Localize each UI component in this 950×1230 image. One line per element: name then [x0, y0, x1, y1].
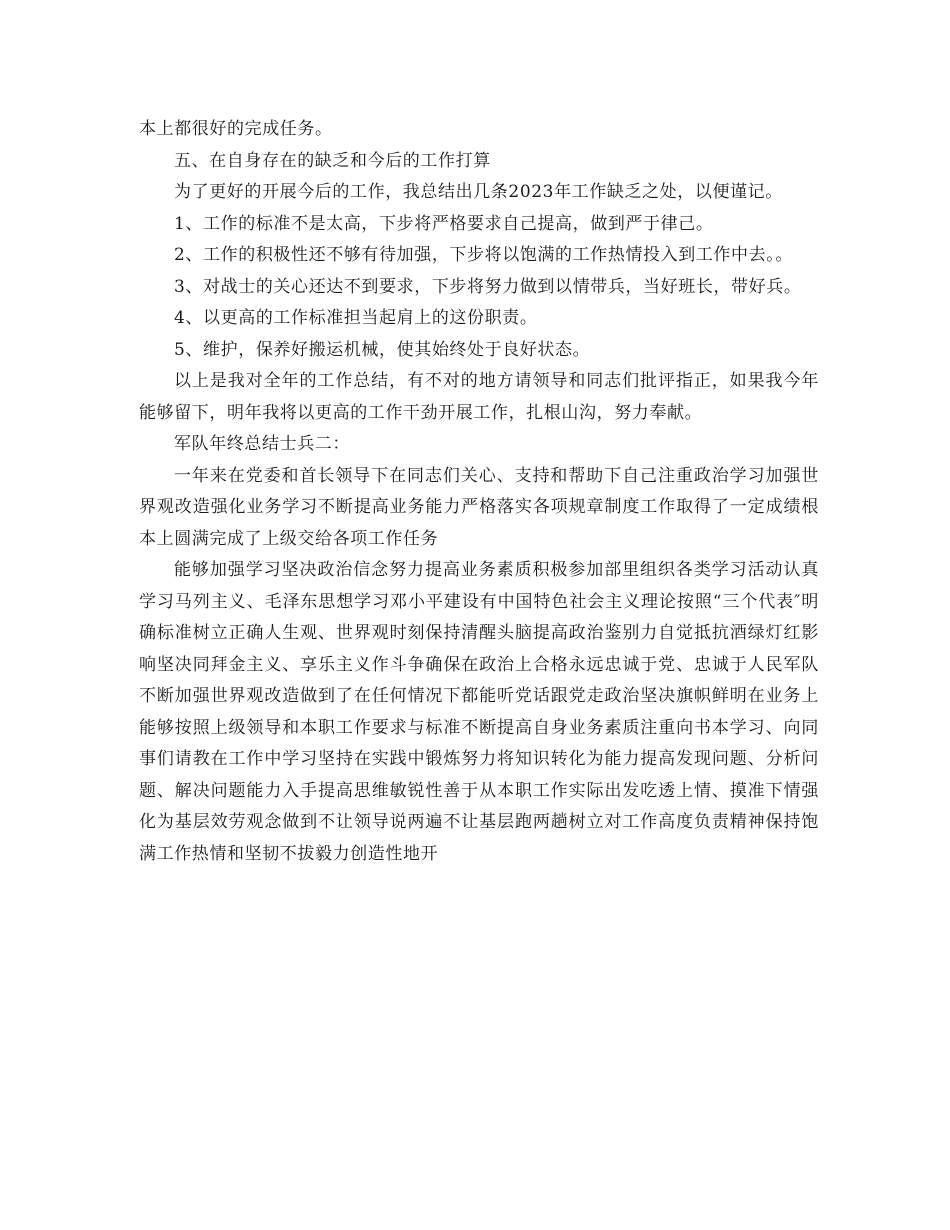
list-item: 1、工作的标准不是太高，下步将严格要求自己提高，做到严于律己。: [174, 213, 714, 234]
paragraph: 能够加强学习坚决政治信念努力提高业务素质积极参加部里组织各类学习活动认真学习马列主义、毛泽东思想学习邓小平建设有中国特色社会主义理论按照“三个代表″明确标准树立正确人生观、世界观时刻保持清醒头脑提高政治鉴别力自觉抵抗酒绿灯红影响坚决同拜金主义、享乐主义作斗争确保在政治上合格永远忠诚于党、忠诚于人民军队不断加强世界观改造做到了在任何情况下都能听党话跟党走政治坚决旗帜鲜明在业务上能够按照上级领导和本职工作要求与标准不断提高自身业务素质注重向书本学习、向同事们请教在工作中学习坚持在实践中锻炼努力将知识转化为能力提高发现问题、分析问题、解决问题能力入手提高思维敏锐性善于从本职工作实际出发吃透上情、摸准下情强化为基层效劳观念做到不让领导说两遍不让基层跑两趟树立对工作高度负责精神保持饱满工作热情和坚韧不拔毅力创造性地开: [139, 560, 819, 864]
list-item: 3、对战士的关心还达不到要求，下步将努力做到以情带兵，当好班长，带好兵。: [174, 276, 802, 297]
list-item: 5、维护，保养好搬运机械，使其始终处于良好状态。: [174, 339, 591, 360]
paragraph: 以上是我对全年的工作总结，有不对的地方请领导和同志们批评指正，如果我今年能够留下，明年我将以更高的工作干劲开展工作，扎根山沟，努力奉献。: [139, 371, 819, 423]
section-title: 军队年终总结士兵二：: [174, 434, 350, 454]
document-body: [139, 114, 819, 870]
paragraph: 为了更好的开展今后的工作，我总结出几条2023年工作缺乏之处，以便谨记。: [174, 182, 783, 202]
paragraph: 一年来在党委和首长领导下在同志们关心、支持和帮助下自己注重政治学习加强世界观改造强化业务学习不断提高业务能力严格落实各项规章制度工作取得了一定成绩根本上圆满完成了上级交给各项工作任务: [139, 465, 819, 549]
list-item: 2、工作的积极性还不够有待加强，下步将以饱满的工作热情投入到工作中去。。: [174, 245, 793, 265]
list-item: 4、以更高的工作标准担当起肩上的这份职责。: [174, 308, 538, 328]
section-heading: 五、在自身存在的缺乏和今后的工作打算: [174, 150, 491, 171]
paragraph-continuation: 本上都很好的完成任务。: [139, 119, 333, 139]
